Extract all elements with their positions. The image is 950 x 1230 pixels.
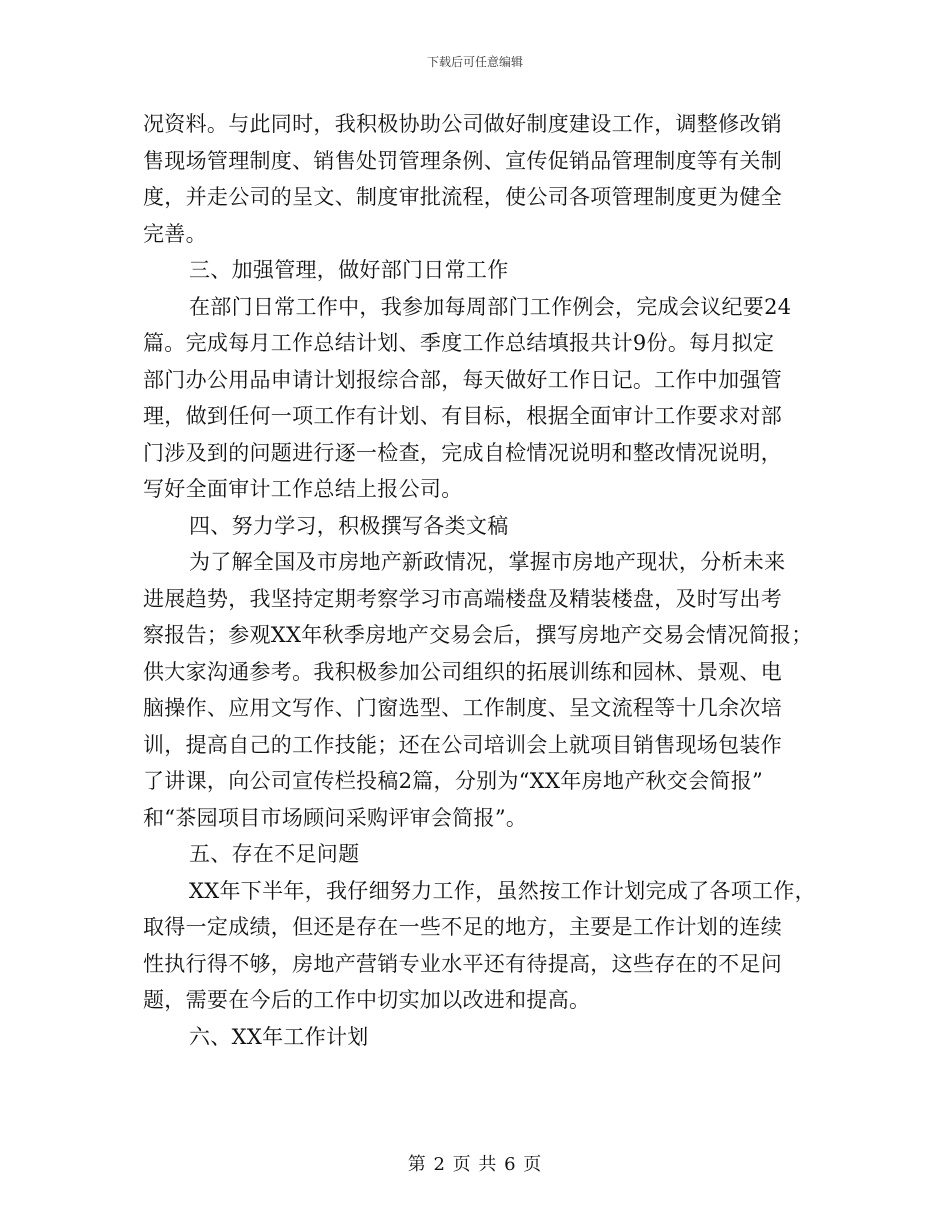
text-line: 脑操作、应用文写作、门窗选型、工作制度、呈文流程等十几余次培	[143, 696, 782, 720]
text-line: 在部门日常工作中，我参加每周部门工作例会，完成会议纪要24	[189, 294, 792, 319]
text-line: 理，做到任何一项工作有计划、有目标，根据全面审计工作要求对部	[143, 404, 782, 428]
page-header: 下载后可任意编辑	[426, 55, 523, 69]
page-number: 第 2 页 共 6 页	[407, 1154, 543, 1175]
text-line: 为了解全国及市房地产新政情况，掌握市房地产现状，分析未来	[189, 550, 786, 574]
text-line: 察报告；参观XX年秋季房地产交易会后，撰写房地产交易会情况简报；	[143, 623, 813, 647]
text-line: 度，并走公司的呈文、制度审批流程，使公司各项管理制度更为健全	[143, 185, 782, 209]
text-line: 性执行得不够，房地产营销专业水平还有待提高，这些存在的不足问	[143, 951, 782, 976]
text-line: 进展趋势，我坚持定期考察学习市高端楼盘及精装楼盘，及时写出考	[143, 586, 782, 611]
text-line: 了讲课，向公司宣传栏投稿2篇，分别为“XX年房地产秋交会简报”	[143, 769, 764, 793]
text-line: 和“茶园项目市场顾问采购评审会简报”。	[143, 805, 528, 830]
text-line: 题，需要在今后的工作中切实加以改进和提高。	[143, 988, 591, 1012]
text-line: 供大家沟通参考。我积极参加公司组织的拓展训练和园林、景观、电	[143, 659, 782, 684]
text-line: 训，提高自己的工作技能；还在公司培训会上就项目销售现场包装作	[143, 732, 782, 757]
section-heading: 五、存在不足问题	[189, 842, 360, 866]
section-heading: 三、加强管理，做好部门日常工作	[189, 258, 509, 282]
text-line: XX年下半年，我仔细努力工作，虽然按工作计划完成了各项工作，	[189, 878, 816, 903]
section-heading: 四、努力学习，积极撰写各类文稿	[189, 513, 509, 538]
text-line: 完善。	[143, 221, 207, 246]
text-line: 写好全面审计工作总结上报公司。	[143, 477, 463, 501]
text-line: 取得一定成绩，但还是存在一些不足的地方，主要是工作计划的连续	[143, 915, 782, 939]
document-body	[143, 106, 816, 1055]
text-line: 篇。完成每月工作总结计划、季度工作总结填报共计9份。每月拟定	[143, 331, 775, 355]
section-heading: 六、XX年工作计划	[189, 1024, 369, 1049]
text-line: 况资料。与此同时，我积极协助公司做好制度建设工作，调整修改销	[143, 112, 782, 136]
text-line: 售现场管理制度、销售处罚管理条例、宣传促销品管理制度等有关制	[143, 148, 782, 173]
text-line: 部门办公用品申请计划报综合部，每天做好工作日记。工作中加强管	[143, 367, 782, 392]
text-line: 门涉及到的问题进行逐一检查，完成自检情况说明和整改情况说明，	[143, 440, 782, 465]
